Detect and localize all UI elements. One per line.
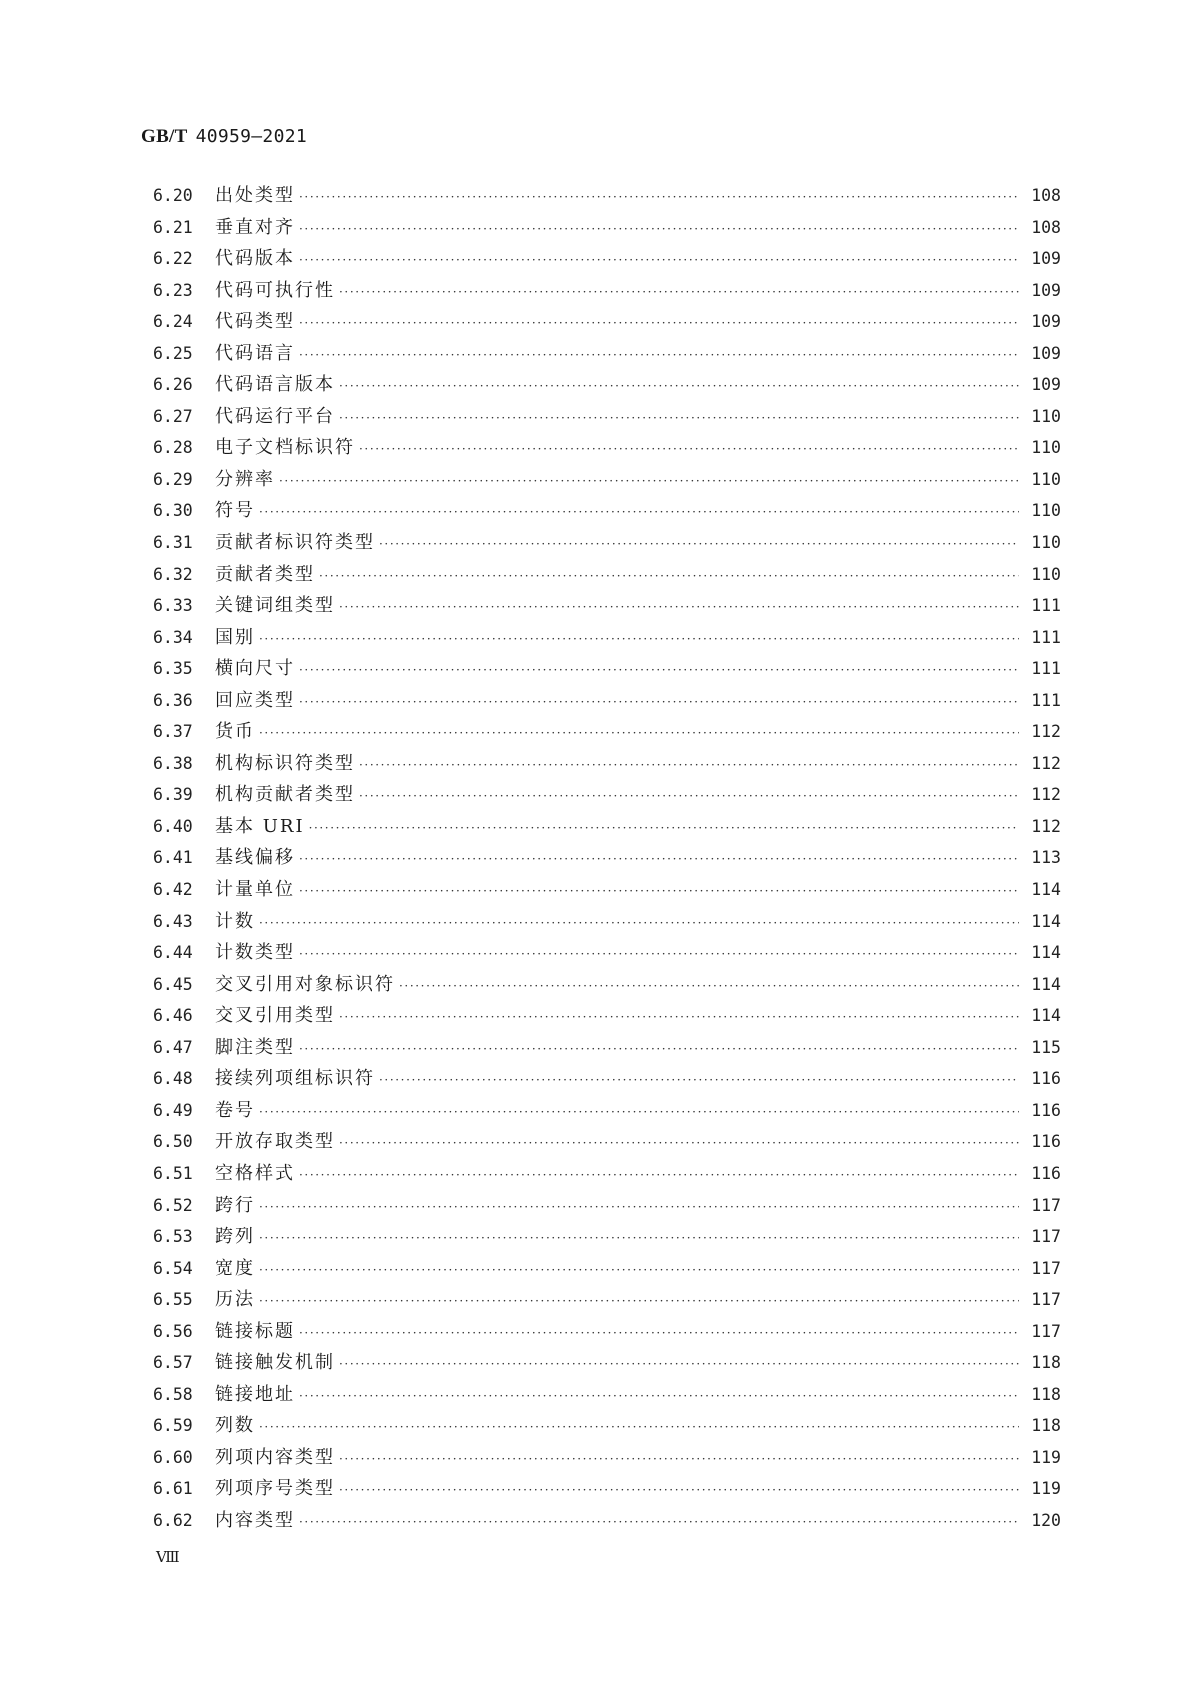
toc-entry-page: 110 bbox=[1031, 438, 1061, 458]
toc-entry-title: 分辨率 bbox=[215, 468, 275, 490]
toc-entry-title: 关键词组类型 bbox=[215, 595, 335, 617]
toc-entry-page: 117 bbox=[1031, 1290, 1061, 1310]
toc-entry-number: 6.49 bbox=[153, 1100, 193, 1120]
toc-entry-page: 111 bbox=[1031, 627, 1061, 647]
toc-entry-page: 113 bbox=[1031, 848, 1061, 868]
toc-entry-page: 109 bbox=[1031, 312, 1061, 332]
standard-number: 40959—2021 bbox=[195, 126, 307, 147]
toc-entry-page: 120 bbox=[1031, 1510, 1061, 1530]
toc-entry-number: 6.42 bbox=[153, 880, 193, 900]
toc-dot-leader bbox=[299, 1507, 1019, 1539]
toc-entry-number: 6.61 bbox=[153, 1479, 193, 1499]
toc-entry-number: 6.60 bbox=[153, 1447, 193, 1467]
toc-entry[interactable] bbox=[153, 212, 1061, 244]
toc-entry-number: 6.45 bbox=[153, 974, 193, 994]
toc-entry[interactable] bbox=[153, 432, 1061, 464]
toc-dot-leader bbox=[259, 718, 1019, 750]
toc-entry-page: 112 bbox=[1031, 753, 1061, 773]
toc-entry-title: 列项序号类型 bbox=[215, 1478, 335, 1500]
toc-dot-leader bbox=[259, 1192, 1019, 1224]
toc-entry-page: 115 bbox=[1031, 1037, 1061, 1057]
toc-entry-title: 计数类型 bbox=[215, 942, 295, 964]
toc-entry[interactable] bbox=[153, 369, 1061, 401]
toc-entry-page: 119 bbox=[1031, 1479, 1061, 1499]
toc-entry[interactable] bbox=[153, 1316, 1061, 1348]
toc-entry-title: 宽度 bbox=[215, 1257, 255, 1279]
toc-entry-number: 6.50 bbox=[153, 1132, 193, 1152]
toc-entry-page: 117 bbox=[1031, 1227, 1061, 1247]
toc-entry[interactable] bbox=[153, 716, 1061, 748]
toc-entry-page: 110 bbox=[1031, 469, 1061, 489]
toc-dot-leader bbox=[339, 1475, 1019, 1507]
toc-entry[interactable] bbox=[153, 1442, 1061, 1474]
toc-entry-title: 代码运行平台 bbox=[215, 405, 335, 427]
toc-dot-leader bbox=[299, 1034, 1019, 1066]
toc-entry[interactable] bbox=[153, 685, 1061, 717]
toc-dot-leader bbox=[379, 1065, 1019, 1097]
toc-dot-leader bbox=[299, 844, 1019, 876]
toc-entry-title: 列数 bbox=[215, 1415, 255, 1437]
toc-entry[interactable] bbox=[153, 275, 1061, 307]
toc-entry[interactable] bbox=[153, 969, 1061, 1001]
toc-entry[interactable] bbox=[153, 1158, 1061, 1190]
toc-entry-title: 横向尺寸 bbox=[215, 658, 295, 680]
toc-entry[interactable] bbox=[153, 1284, 1061, 1316]
toc-entry[interactable] bbox=[153, 1000, 1061, 1032]
toc-entry[interactable] bbox=[153, 1063, 1061, 1095]
toc-entry-number: 6.21 bbox=[153, 217, 193, 237]
toc-entry-title: 贡献者标识符类型 bbox=[215, 532, 375, 554]
toc-entry-title: 机构标识符类型 bbox=[215, 752, 355, 774]
toc-entry-title: 接续列项组标识符 bbox=[215, 1068, 375, 1090]
toc-entry[interactable] bbox=[153, 1190, 1061, 1222]
toc-entry-title: 内容类型 bbox=[215, 1509, 295, 1531]
toc-entry-page: 112 bbox=[1031, 785, 1061, 805]
toc-entry[interactable] bbox=[153, 1347, 1061, 1379]
toc-dot-leader bbox=[299, 1381, 1019, 1413]
toc-entry-number: 6.59 bbox=[153, 1416, 193, 1436]
toc-entry-title: 代码语言 bbox=[215, 342, 295, 364]
toc-entry-number: 6.40 bbox=[153, 816, 193, 836]
toc-entry-page: 114 bbox=[1031, 974, 1061, 994]
toc-entry-page: 111 bbox=[1031, 690, 1061, 710]
toc-entry-page: 109 bbox=[1031, 375, 1061, 395]
toc-entry-title: 跨列 bbox=[215, 1226, 255, 1248]
toc-entry-page: 109 bbox=[1031, 249, 1061, 269]
toc-entry-page: 110 bbox=[1031, 406, 1061, 426]
toc-entry[interactable] bbox=[153, 1221, 1061, 1253]
toc-entry-number: 6.46 bbox=[153, 1006, 193, 1026]
toc-entry-title: 代码类型 bbox=[215, 311, 295, 333]
toc-entry-number: 6.23 bbox=[153, 280, 193, 300]
standard-prefix: GB/T bbox=[141, 126, 188, 147]
toc-entry-title: 国别 bbox=[215, 626, 255, 648]
toc-entry-title: 贡献者类型 bbox=[215, 563, 315, 585]
toc-entry-page: 119 bbox=[1031, 1447, 1061, 1467]
toc-dot-leader bbox=[259, 1097, 1019, 1129]
toc-entry-title: 历法 bbox=[215, 1289, 255, 1311]
toc-entry-page: 116 bbox=[1031, 1100, 1061, 1120]
toc-entry-title: 卷号 bbox=[215, 1099, 255, 1121]
toc-entry-number: 6.39 bbox=[153, 785, 193, 805]
toc-entry-page: 109 bbox=[1031, 343, 1061, 363]
toc-dot-leader bbox=[299, 182, 1019, 214]
toc-entry-title: 开放存取类型 bbox=[215, 1131, 335, 1153]
toc-entry[interactable] bbox=[153, 401, 1061, 433]
toc-entry[interactable] bbox=[153, 338, 1061, 370]
toc-dot-leader bbox=[339, 371, 1019, 403]
toc-entry-page: 110 bbox=[1031, 533, 1061, 553]
toc-dot-leader bbox=[359, 750, 1019, 782]
toc-entry-page: 116 bbox=[1031, 1132, 1061, 1152]
toc-entry[interactable] bbox=[153, 180, 1061, 212]
toc-entry-page: 108 bbox=[1031, 186, 1061, 205]
toc-dot-leader bbox=[259, 1412, 1019, 1444]
toc-entry[interactable] bbox=[153, 622, 1061, 654]
toc-entry-title: 基线偏移 bbox=[215, 847, 295, 869]
toc-entry-title: 计量单位 bbox=[215, 879, 295, 901]
toc-entry-title: 链接标题 bbox=[215, 1320, 295, 1342]
toc-entry[interactable] bbox=[153, 1253, 1061, 1285]
toc-dot-leader bbox=[299, 245, 1019, 277]
toc-entry[interactable] bbox=[153, 464, 1061, 496]
toc-entry-number: 6.26 bbox=[153, 375, 193, 395]
toc-entry[interactable] bbox=[153, 527, 1061, 559]
toc-entry[interactable] bbox=[153, 1379, 1061, 1411]
toc-entry[interactable] bbox=[153, 1032, 1061, 1064]
toc-entry-page: 110 bbox=[1031, 501, 1061, 521]
toc-dot-leader bbox=[339, 403, 1019, 435]
toc-entry[interactable] bbox=[153, 1473, 1061, 1505]
toc-entry-number: 6.41 bbox=[153, 848, 193, 868]
toc-dot-leader bbox=[259, 497, 1019, 529]
toc-entry-title: 列项内容类型 bbox=[215, 1446, 335, 1468]
toc-dot-leader bbox=[299, 939, 1019, 971]
toc-entry[interactable] bbox=[153, 590, 1061, 622]
toc-entry-title: 交叉引用对象标识符 bbox=[215, 973, 395, 995]
page-number: Ⅷ bbox=[156, 1550, 179, 1566]
toc-entry[interactable] bbox=[153, 811, 1061, 843]
toc-entry[interactable] bbox=[153, 495, 1061, 527]
toc-dot-leader bbox=[359, 781, 1019, 813]
toc-entry-number: 6.34 bbox=[153, 627, 193, 647]
toc-dot-leader bbox=[339, 277, 1019, 309]
toc-entry-title: 代码语言版本 bbox=[215, 374, 335, 396]
toc-dot-leader bbox=[259, 1223, 1019, 1255]
toc-entry-page: 117 bbox=[1031, 1195, 1061, 1215]
toc-entry-number: 6.37 bbox=[153, 722, 193, 742]
toc-entry[interactable] bbox=[153, 1410, 1061, 1442]
toc-dot-leader bbox=[339, 1349, 1019, 1381]
toc-entry-number: 6.24 bbox=[153, 312, 193, 332]
toc-entry[interactable] bbox=[153, 779, 1061, 811]
toc-entry-title: 出处类型 bbox=[215, 185, 295, 206]
toc-entry-number: 6.57 bbox=[153, 1353, 193, 1373]
toc-entry-page: 112 bbox=[1031, 722, 1061, 742]
toc-dot-leader bbox=[299, 876, 1019, 908]
toc-entry-number: 6.51 bbox=[153, 1163, 193, 1183]
toc-entry-title: 脚注类型 bbox=[215, 1036, 295, 1058]
toc-entry-number: 6.27 bbox=[153, 406, 193, 426]
toc-dot-leader bbox=[319, 561, 1019, 593]
toc-entry-number: 6.32 bbox=[153, 564, 193, 584]
toc-entry-number: 6.54 bbox=[153, 1258, 193, 1278]
toc-entry-title: 基本 URI bbox=[215, 815, 305, 837]
toc-entry[interactable] bbox=[153, 842, 1061, 874]
toc-entry-number: 6.22 bbox=[153, 249, 193, 269]
toc-entry-number: 6.31 bbox=[153, 533, 193, 553]
toc-entry[interactable] bbox=[153, 243, 1061, 275]
toc-entry-page: 117 bbox=[1031, 1321, 1061, 1341]
toc-dot-leader bbox=[259, 1255, 1019, 1287]
toc-entry-title: 计数 bbox=[215, 910, 255, 932]
toc-dot-leader bbox=[299, 1318, 1019, 1350]
toc-entry[interactable] bbox=[153, 1095, 1061, 1127]
toc-entry-number: 6.48 bbox=[153, 1069, 193, 1089]
toc-dot-leader bbox=[299, 687, 1019, 719]
toc-entry-number: 6.28 bbox=[153, 438, 193, 458]
toc-dot-leader bbox=[259, 624, 1019, 656]
toc-entry-page: 112 bbox=[1031, 816, 1061, 836]
toc-entry-number: 6.35 bbox=[153, 659, 193, 679]
toc-entry[interactable] bbox=[153, 653, 1061, 685]
toc-entry-number: 6.56 bbox=[153, 1321, 193, 1341]
toc-entry-number: 6.36 bbox=[153, 690, 193, 710]
toc-dot-leader bbox=[299, 340, 1019, 372]
toc-dot-leader bbox=[339, 592, 1019, 624]
toc-entry-page: 116 bbox=[1031, 1163, 1061, 1183]
toc-entry-page: 114 bbox=[1031, 943, 1061, 963]
toc-entry-page: 114 bbox=[1031, 1006, 1061, 1026]
toc-entry-number: 6.25 bbox=[153, 343, 193, 363]
toc-entry-title: 链接触发机制 bbox=[215, 1352, 335, 1374]
toc-dot-leader bbox=[299, 308, 1019, 340]
toc-entry-page: 117 bbox=[1031, 1258, 1061, 1278]
toc-entry-number: 6.55 bbox=[153, 1290, 193, 1310]
toc-entry-title: 交叉引用类型 bbox=[215, 1005, 335, 1027]
toc-entry-page: 118 bbox=[1031, 1353, 1061, 1373]
toc-entry[interactable] bbox=[153, 1505, 1061, 1537]
toc-dot-leader bbox=[299, 655, 1019, 687]
toc-dot-leader bbox=[279, 466, 1019, 498]
toc-entry-page: 111 bbox=[1031, 659, 1061, 679]
toc-entry-title: 货币 bbox=[215, 721, 255, 743]
toc-entry[interactable] bbox=[153, 306, 1061, 338]
toc-dot-leader bbox=[309, 813, 1019, 845]
toc-dot-leader bbox=[259, 1286, 1019, 1318]
toc-entry-page: 114 bbox=[1031, 911, 1061, 931]
toc-entry[interactable] bbox=[153, 748, 1061, 780]
toc-entry-title: 符号 bbox=[215, 500, 255, 522]
toc-entry-number: 6.38 bbox=[153, 753, 193, 773]
toc-entry-number: 6.29 bbox=[153, 469, 193, 489]
toc-entry-number: 6.30 bbox=[153, 501, 193, 521]
toc-dot-leader bbox=[359, 434, 1019, 466]
toc-entry[interactable] bbox=[153, 559, 1061, 591]
toc-dot-leader bbox=[339, 1128, 1019, 1160]
toc-entry-title: 电子文档标识符 bbox=[215, 437, 355, 459]
toc-entry-title: 垂直对齐 bbox=[215, 216, 295, 238]
toc-entry-page: 109 bbox=[1031, 280, 1061, 300]
toc-entry-title: 链接地址 bbox=[215, 1383, 295, 1405]
toc-entry-number: 6.43 bbox=[153, 911, 193, 931]
toc-dot-leader bbox=[339, 1444, 1019, 1476]
toc-entry[interactable] bbox=[153, 906, 1061, 938]
table-of-contents bbox=[153, 180, 1061, 1537]
toc-entry-number: 6.47 bbox=[153, 1037, 193, 1057]
toc-entry-number: 6.44 bbox=[153, 943, 193, 963]
toc-entry[interactable] bbox=[153, 1126, 1061, 1158]
toc-entry-number: 6.53 bbox=[153, 1227, 193, 1247]
toc-entry-title: 代码可执行性 bbox=[215, 279, 335, 301]
toc-entry-page: 111 bbox=[1031, 596, 1061, 616]
toc-entry-number: 6.33 bbox=[153, 596, 193, 616]
standard-header bbox=[141, 126, 307, 148]
toc-dot-leader bbox=[339, 1002, 1019, 1034]
toc-entry-title: 机构贡献者类型 bbox=[215, 784, 355, 806]
toc-entry[interactable] bbox=[153, 874, 1061, 906]
toc-entry-title: 代码版本 bbox=[215, 248, 295, 270]
toc-dot-leader bbox=[379, 529, 1019, 561]
toc-entry-title: 空格样式 bbox=[215, 1162, 295, 1184]
toc-dot-leader bbox=[399, 971, 1019, 1003]
toc-entry-number: 6.20 bbox=[153, 186, 193, 205]
toc-dot-leader bbox=[299, 1160, 1019, 1192]
toc-entry[interactable] bbox=[153, 937, 1061, 969]
toc-entry-number: 6.52 bbox=[153, 1195, 193, 1215]
toc-entry-page: 110 bbox=[1031, 564, 1061, 584]
toc-entry-number: 6.62 bbox=[153, 1510, 193, 1530]
toc-entry-page: 108 bbox=[1031, 217, 1061, 237]
toc-entry-page: 118 bbox=[1031, 1416, 1061, 1436]
toc-dot-leader bbox=[299, 214, 1019, 246]
toc-entry-number: 6.58 bbox=[153, 1384, 193, 1404]
toc-dot-leader bbox=[259, 908, 1019, 940]
toc-entry-title: 跨行 bbox=[215, 1194, 255, 1216]
toc-entry-page: 116 bbox=[1031, 1069, 1061, 1089]
toc-entry-title: 回应类型 bbox=[215, 689, 295, 711]
toc-entry-page: 114 bbox=[1031, 880, 1061, 900]
toc-entry-page: 118 bbox=[1031, 1384, 1061, 1404]
